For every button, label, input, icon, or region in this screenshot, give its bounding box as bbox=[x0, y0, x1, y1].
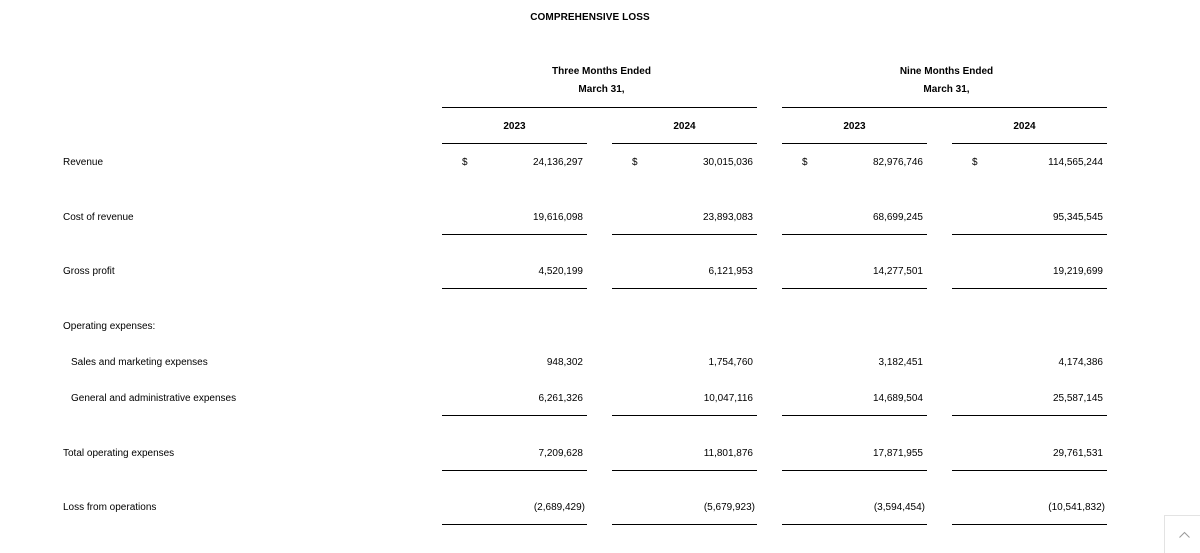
subtotal-rule bbox=[612, 415, 757, 416]
cell-general-administrative-9m-2023: 14,689,504 bbox=[872, 393, 923, 404]
subtotal-rule bbox=[952, 524, 1107, 525]
cell-gross-profit-3m-2023: 4,520,199 bbox=[538, 266, 583, 277]
year-header-3m-2024: 2024 bbox=[673, 121, 696, 132]
subtotal-rule bbox=[442, 288, 587, 289]
cell-total-operating-expenses-3m-2023: 7,209,628 bbox=[538, 448, 583, 459]
row-label-total-operating-expenses: Total operating expenses bbox=[63, 448, 175, 459]
nine-months-header-line2: March 31, bbox=[923, 84, 970, 95]
nine-months-header-rule bbox=[782, 107, 1107, 108]
subtotal-rule bbox=[782, 470, 927, 471]
cell-cost-of-revenue-9m-2024: 95,345,545 bbox=[1052, 212, 1103, 223]
currency-symbol: $ bbox=[632, 157, 638, 168]
cell-general-administrative-9m-2024: 25,587,145 bbox=[1052, 393, 1103, 404]
cell-sales-marketing-3m-2024: 1,754,760 bbox=[708, 357, 753, 368]
nine-months-header bbox=[784, 63, 1109, 99]
subtotal-rule bbox=[442, 234, 587, 235]
subtotal-rule bbox=[952, 470, 1107, 471]
subtotal-rule bbox=[782, 288, 927, 289]
cell-general-administrative-3m-2024: 10,047,116 bbox=[703, 393, 753, 404]
year-header-9m-2024: 2024 bbox=[1013, 121, 1036, 132]
cell-sales-marketing-9m-2024: 4,174,386 bbox=[1058, 357, 1103, 368]
nine-months-header-line1: Nine Months Ended bbox=[899, 66, 994, 77]
year-rule bbox=[442, 143, 587, 144]
three-months-header-rule bbox=[442, 107, 757, 108]
currency-symbol: $ bbox=[972, 157, 978, 168]
year-header-9m-2023: 2023 bbox=[843, 121, 866, 132]
subtotal-rule bbox=[952, 234, 1107, 235]
subtotal-rule bbox=[612, 234, 757, 235]
subtotal-rule bbox=[442, 470, 587, 471]
row-label-cost-of-revenue: Cost of revenue bbox=[63, 212, 134, 223]
subtotal-rule bbox=[952, 415, 1107, 416]
subtotal-rule bbox=[442, 524, 587, 525]
cell-total-operating-expenses-9m-2024: 29,761,531 bbox=[1052, 448, 1103, 459]
year-rule bbox=[952, 143, 1107, 144]
subtotal-rule bbox=[782, 524, 927, 525]
cell-sales-marketing-3m-2023: 948,302 bbox=[546, 357, 583, 368]
year-header-3m-2023: 2023 bbox=[503, 121, 526, 132]
year-rule bbox=[782, 143, 927, 144]
three-months-header-line1: Three Months Ended bbox=[552, 66, 651, 77]
subtotal-rule bbox=[612, 470, 757, 471]
row-label-sales-marketing: Sales and marketing expenses bbox=[71, 357, 208, 368]
cell-loss-from-operations-9m-2024: (10,541,832) bbox=[1048, 502, 1105, 513]
cell-cost-of-revenue-3m-2024: 23,893,083 bbox=[702, 212, 753, 223]
cell-total-operating-expenses-9m-2023: 17,871,955 bbox=[872, 448, 923, 459]
cell-gross-profit-9m-2024: 19,219,699 bbox=[1052, 266, 1103, 277]
cell-revenue-3m-2023: 24,136,297 bbox=[532, 157, 583, 168]
cell-revenue-9m-2023: 82,976,746 bbox=[872, 157, 923, 168]
row-label-gross-profit: Gross profit bbox=[63, 266, 115, 277]
cell-gross-profit-9m-2023: 14,277,501 bbox=[872, 266, 923, 277]
subtotal-rule bbox=[782, 415, 927, 416]
cell-cost-of-revenue-9m-2023: 68,699,245 bbox=[872, 212, 923, 223]
cell-loss-from-operations-9m-2023: (3,594,454) bbox=[873, 502, 925, 513]
three-months-header bbox=[439, 63, 764, 99]
cell-gross-profit-3m-2024: 6,121,953 bbox=[708, 266, 753, 277]
cell-revenue-3m-2024: 30,015,036 bbox=[702, 157, 753, 168]
cell-revenue-9m-2024: 114,565,244 bbox=[1048, 157, 1103, 168]
cell-general-administrative-3m-2023: 6,261,326 bbox=[538, 393, 583, 404]
chevron-up-icon bbox=[1179, 531, 1190, 538]
subtotal-rule bbox=[952, 288, 1107, 289]
currency-symbol: $ bbox=[462, 157, 468, 168]
cell-total-operating-expenses-3m-2024: 11,801,876 bbox=[703, 448, 753, 459]
scroll-to-top-button[interactable] bbox=[1164, 515, 1200, 553]
cell-sales-marketing-9m-2023: 3,182,451 bbox=[878, 357, 923, 368]
row-label-operating-expenses-heading: Operating expenses: bbox=[63, 321, 156, 332]
subtotal-rule bbox=[442, 415, 587, 416]
subtotal-rule bbox=[782, 234, 927, 235]
year-rule bbox=[612, 143, 757, 144]
cell-cost-of-revenue-3m-2023: 19,616,098 bbox=[532, 212, 583, 223]
cell-loss-from-operations-3m-2023: (2,689,429) bbox=[533, 502, 585, 513]
subtotal-rule bbox=[612, 288, 757, 289]
three-months-header-line2: March 31, bbox=[578, 84, 625, 95]
row-label-general-administrative: General and administrative expenses bbox=[71, 393, 237, 404]
currency-symbol: $ bbox=[802, 157, 808, 168]
row-label-loss-from-operations: Loss from operations bbox=[63, 502, 157, 513]
statement-title: COMPREHENSIVE LOSS bbox=[530, 12, 650, 23]
subtotal-rule bbox=[612, 524, 757, 525]
cell-loss-from-operations-3m-2024: (5,679,923) bbox=[703, 502, 755, 513]
row-label-revenue: Revenue bbox=[63, 157, 104, 168]
